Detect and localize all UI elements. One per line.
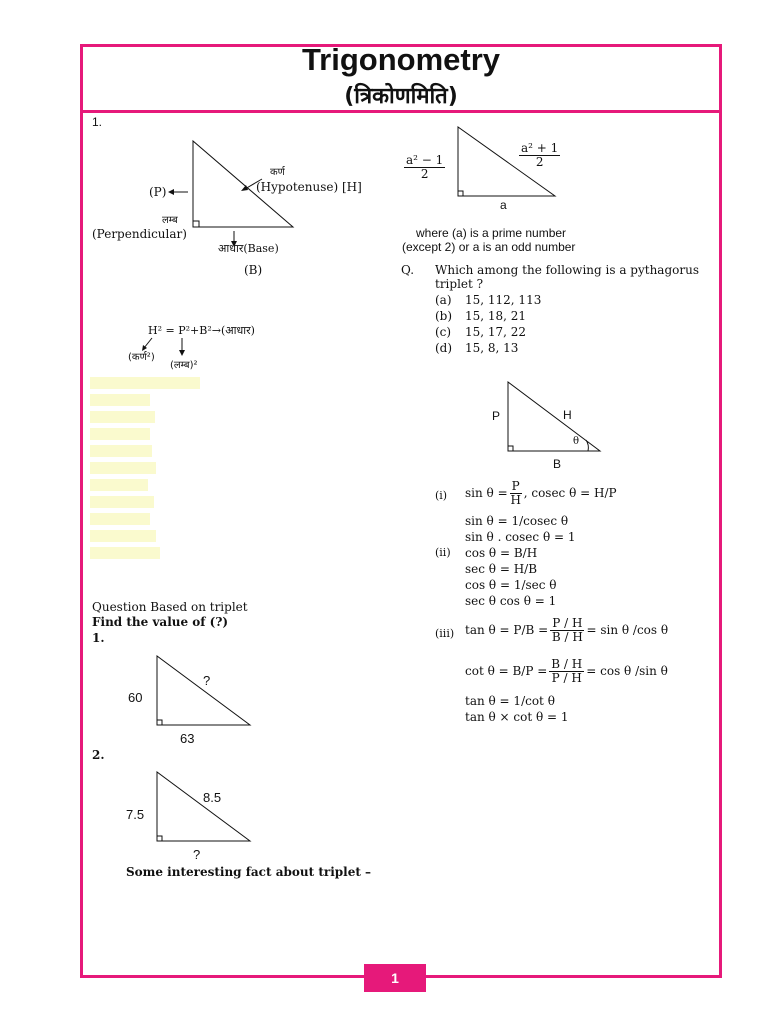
b-label: (B) [244,263,263,277]
ratio-p-label: P [492,409,501,423]
sec-definition: sec θ = H/B [465,562,538,576]
cot-denominator: P / H [551,671,582,685]
tan-prefix: tan θ = P/B = [465,623,549,637]
faded-watermark-text [90,372,215,592]
option-c-value: 15, 17, 22 [465,325,527,339]
question-1-number: 1. [92,631,105,645]
page-number: 1 [364,964,426,992]
tan-reciprocal: tan θ = 1/cot θ [465,694,555,708]
question-q-label: Q. [401,263,415,277]
q1-hypotenuse-label: ? [203,673,211,688]
section-number: 1. [92,115,103,129]
triplet-left-numerator: a² − 1 [406,153,444,167]
sec-cos-product: sec θ cos θ = 1 [465,594,557,608]
question-2-number: 2. [92,748,105,762]
cot-definition [465,658,668,685]
sin-cosec-product: sin θ . cosec θ = 1 [465,530,576,544]
triplet-left-denominator: 2 [420,167,429,181]
ratio-h-label: H [563,408,572,422]
perpendicular-hindi-label: लम्ब [162,215,178,226]
question-text-line-2: triplet ? [435,277,484,291]
q2-side-label: 7.5 [126,807,145,822]
formula-hyp-hindi: (कर्ण²) [128,352,155,363]
ratio-triangle-figure [500,378,610,458]
tan-definition [465,617,668,644]
q2-base-label: ? [193,847,201,862]
identity-ii-label: (ii) [435,546,451,559]
option-b-value: 15, 18, 21 [465,309,527,323]
triplet-right-numerator: a² + 1 [521,141,559,155]
option-b-label: (b) [435,309,453,323]
ratio-b-label: B [553,457,562,471]
triangle-question-2 [150,768,260,848]
hypotenuse-hindi-label: कर्ण [270,167,285,178]
option-d-label: (d) [435,341,453,355]
p-label: (P) [149,185,167,199]
sin-numerator: P [511,479,520,493]
triplet-left-side [402,154,447,181]
prime-note-line-2: (except 2) or a is an odd number [402,240,576,254]
sin-reciprocal: sin θ = 1/cosec θ [465,514,569,528]
header-divider [80,110,722,113]
cot-result: = cos θ /sin θ [586,664,668,678]
tan-result: = sin θ /cos θ [586,623,669,637]
base-label: आधार(Base) [218,242,279,255]
q1-base-label: 63 [180,731,195,746]
identity-i-label: (i) [435,489,448,502]
option-a-label: (a) [435,293,452,307]
page-title: Trigonometry [301,42,501,77]
interesting-fact-heading: Some interesting fact about triplet – [126,865,372,879]
prime-note-line-1: where (a) is a prime number [416,226,567,240]
triplet-heading: Question Based on triplet [92,600,248,614]
cot-prefix: cot θ = B/P = [465,664,548,678]
find-value-heading: Find the value of (?) [92,615,229,629]
page-subtitle: (त्रिकोणमिति) [344,84,458,109]
triangle-question-1 [150,652,260,732]
ratio-theta-label: θ [573,436,580,447]
identity-iii-label: (iii) [435,627,455,640]
cot-numerator: B / H [551,657,583,671]
right-triangle-figure [90,135,330,280]
cos-definition: cos θ = B/H [465,546,538,560]
cos-reciprocal: cos θ = 1/sec θ [465,578,557,592]
triplet-right-denominator: 2 [535,155,544,169]
option-d-value: 15, 8, 13 [465,341,519,355]
cosec-definition: , cosec θ = H/P [523,486,617,500]
q1-side-label: 60 [128,690,143,705]
sin-denominator: H [510,493,521,507]
hypotenuse-label: (Hypotenuse) [H] [256,180,362,194]
perpendicular-label: (Perpendicular) [92,227,187,241]
option-a-value: 15, 112, 113 [465,293,542,307]
question-text-line-1: Which among the following is a pythagorus [435,263,699,277]
option-c-label: (c) [435,325,452,339]
pythagoras-formula: H² = P²+B²→(आधार) [148,324,255,337]
tan-numerator: P / H [552,616,583,630]
sin-prefix: sin θ = [465,486,508,500]
sin-definition [465,480,617,507]
formula-perp-hindi: (लम्ब)² [170,360,198,371]
tan-cot-product: tan θ × cot θ = 1 [465,710,569,724]
triplet-base-label: a [500,198,507,212]
triplet-right-side [517,142,562,169]
tan-denominator: B / H [551,630,583,644]
q2-hypotenuse-label: 8.5 [203,790,222,805]
